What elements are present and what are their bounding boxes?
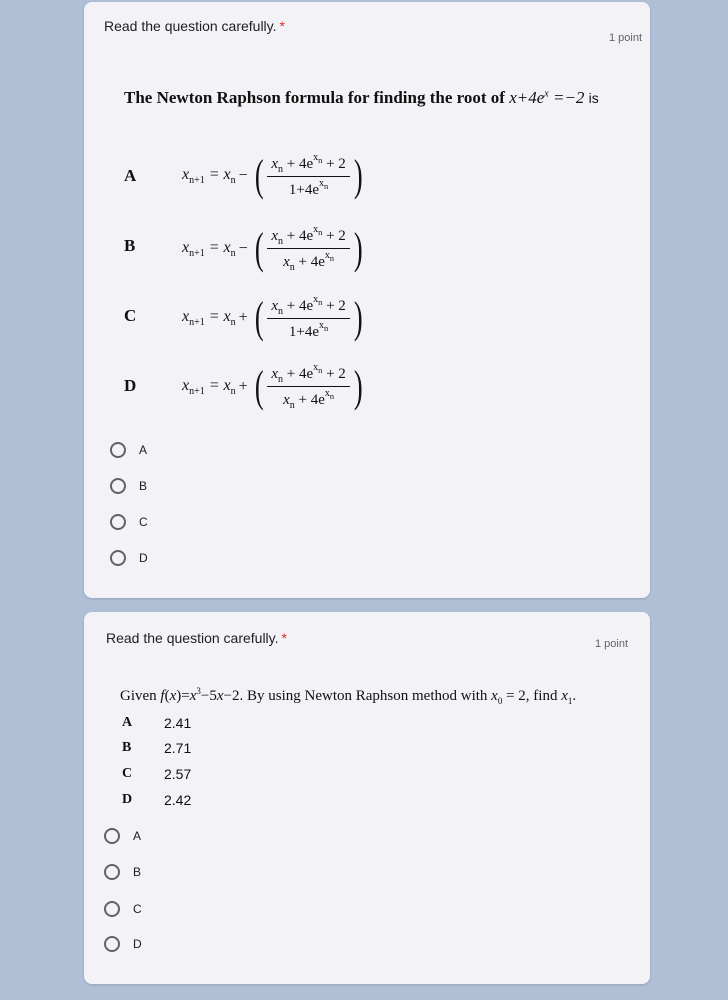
required-asterisk: * — [281, 630, 287, 646]
option-formula-d: $x_{n+1} = x_n$ + ( $\frac{x_n + 4e^{x_n} + 2}{x_n + 4e^{x_n}}$ ) — [182, 361, 363, 411]
question-title — [104, 18, 285, 34]
radio-button[interactable] — [110, 442, 126, 458]
option-letter-a: A — [124, 166, 137, 185]
option-letter-a: A — [122, 715, 133, 730]
choice-label: A — [133, 829, 142, 843]
question-card-1 — [84, 2, 650, 598]
option-letter-d: D — [124, 376, 137, 395]
question-card-2 — [84, 612, 650, 984]
stem-tail: is — [588, 90, 599, 106]
choice-a[interactable] — [110, 442, 147, 458]
option-letter-b: B — [124, 236, 136, 255]
radio-button[interactable] — [104, 828, 120, 844]
choice-label: A — [139, 443, 148, 457]
choice-label: D — [133, 937, 142, 951]
question-title-text: Read the question carefully. — [104, 18, 277, 34]
choice-label: C — [133, 902, 142, 916]
option-letter-d: D — [122, 792, 133, 807]
option-formula-c: $x_{n+1} = x_n$ + ( $\frac{x_n + 4e^{x_n} + 2}{1+4e^{x_n}}$ ) — [182, 292, 363, 342]
choice-d[interactable] — [104, 936, 142, 952]
option-value-d: 2.42 — [164, 792, 192, 808]
option-letter-c: C — [124, 306, 137, 325]
choice-label: B — [133, 865, 142, 879]
stem-equation: $x+4e^x =-2$ — [509, 88, 585, 107]
radio-button[interactable] — [110, 550, 126, 566]
option-formula-a: $x_{n+1} = x_n$ − ( $\frac{x_n + 4e^{x_n} + 2}{1+4e^{x_n}}$ ) — [182, 150, 363, 200]
choice-c[interactable] — [104, 901, 142, 917]
radio-button[interactable] — [110, 514, 126, 530]
choice-b[interactable] — [110, 478, 147, 494]
choice-c[interactable] — [110, 514, 148, 530]
option-letter-c: C — [122, 766, 133, 781]
radio-button[interactable] — [104, 864, 120, 880]
question-stem: Given $f(x)=x^3-5x-2$. By using Newton Raphson method with $x_0 = 2$, find $x_1$. — [120, 686, 577, 706]
required-asterisk: * — [279, 18, 285, 34]
choice-b[interactable] — [104, 864, 141, 880]
question-stem-text: The Newton Raphson formula for finding the root of — [124, 88, 505, 107]
option-value-c: 2.57 — [164, 766, 192, 782]
points-label: 1 point — [594, 638, 628, 650]
choice-label: B — [139, 479, 148, 493]
points-label: 1 point — [608, 32, 642, 44]
choice-label: D — [139, 551, 148, 565]
radio-button[interactable] — [104, 901, 120, 917]
operator-minus: − — [238, 166, 248, 184]
question-title — [106, 630, 287, 646]
option-formula-b: $x_{n+1} = x_n$ − ( $\frac{x_n + 4e^{x_n} + 2}{x_n + 4e^{x_n}}$ ) — [182, 223, 363, 273]
question-stem — [124, 88, 599, 108]
option-value-b: 2.71 — [164, 740, 192, 756]
option-value-a: 2.41 — [164, 715, 192, 731]
radio-button[interactable] — [110, 478, 126, 494]
question-title-text: Read the question carefully. — [106, 630, 279, 646]
operator-plus: + — [238, 377, 248, 395]
radio-button[interactable] — [104, 936, 120, 952]
operator-plus: + — [238, 308, 248, 326]
choice-d[interactable] — [110, 550, 148, 566]
choice-a[interactable] — [104, 828, 141, 844]
operator-minus: − — [238, 239, 248, 257]
option-letter-b: B — [122, 740, 132, 755]
choice-label: C — [139, 515, 148, 529]
